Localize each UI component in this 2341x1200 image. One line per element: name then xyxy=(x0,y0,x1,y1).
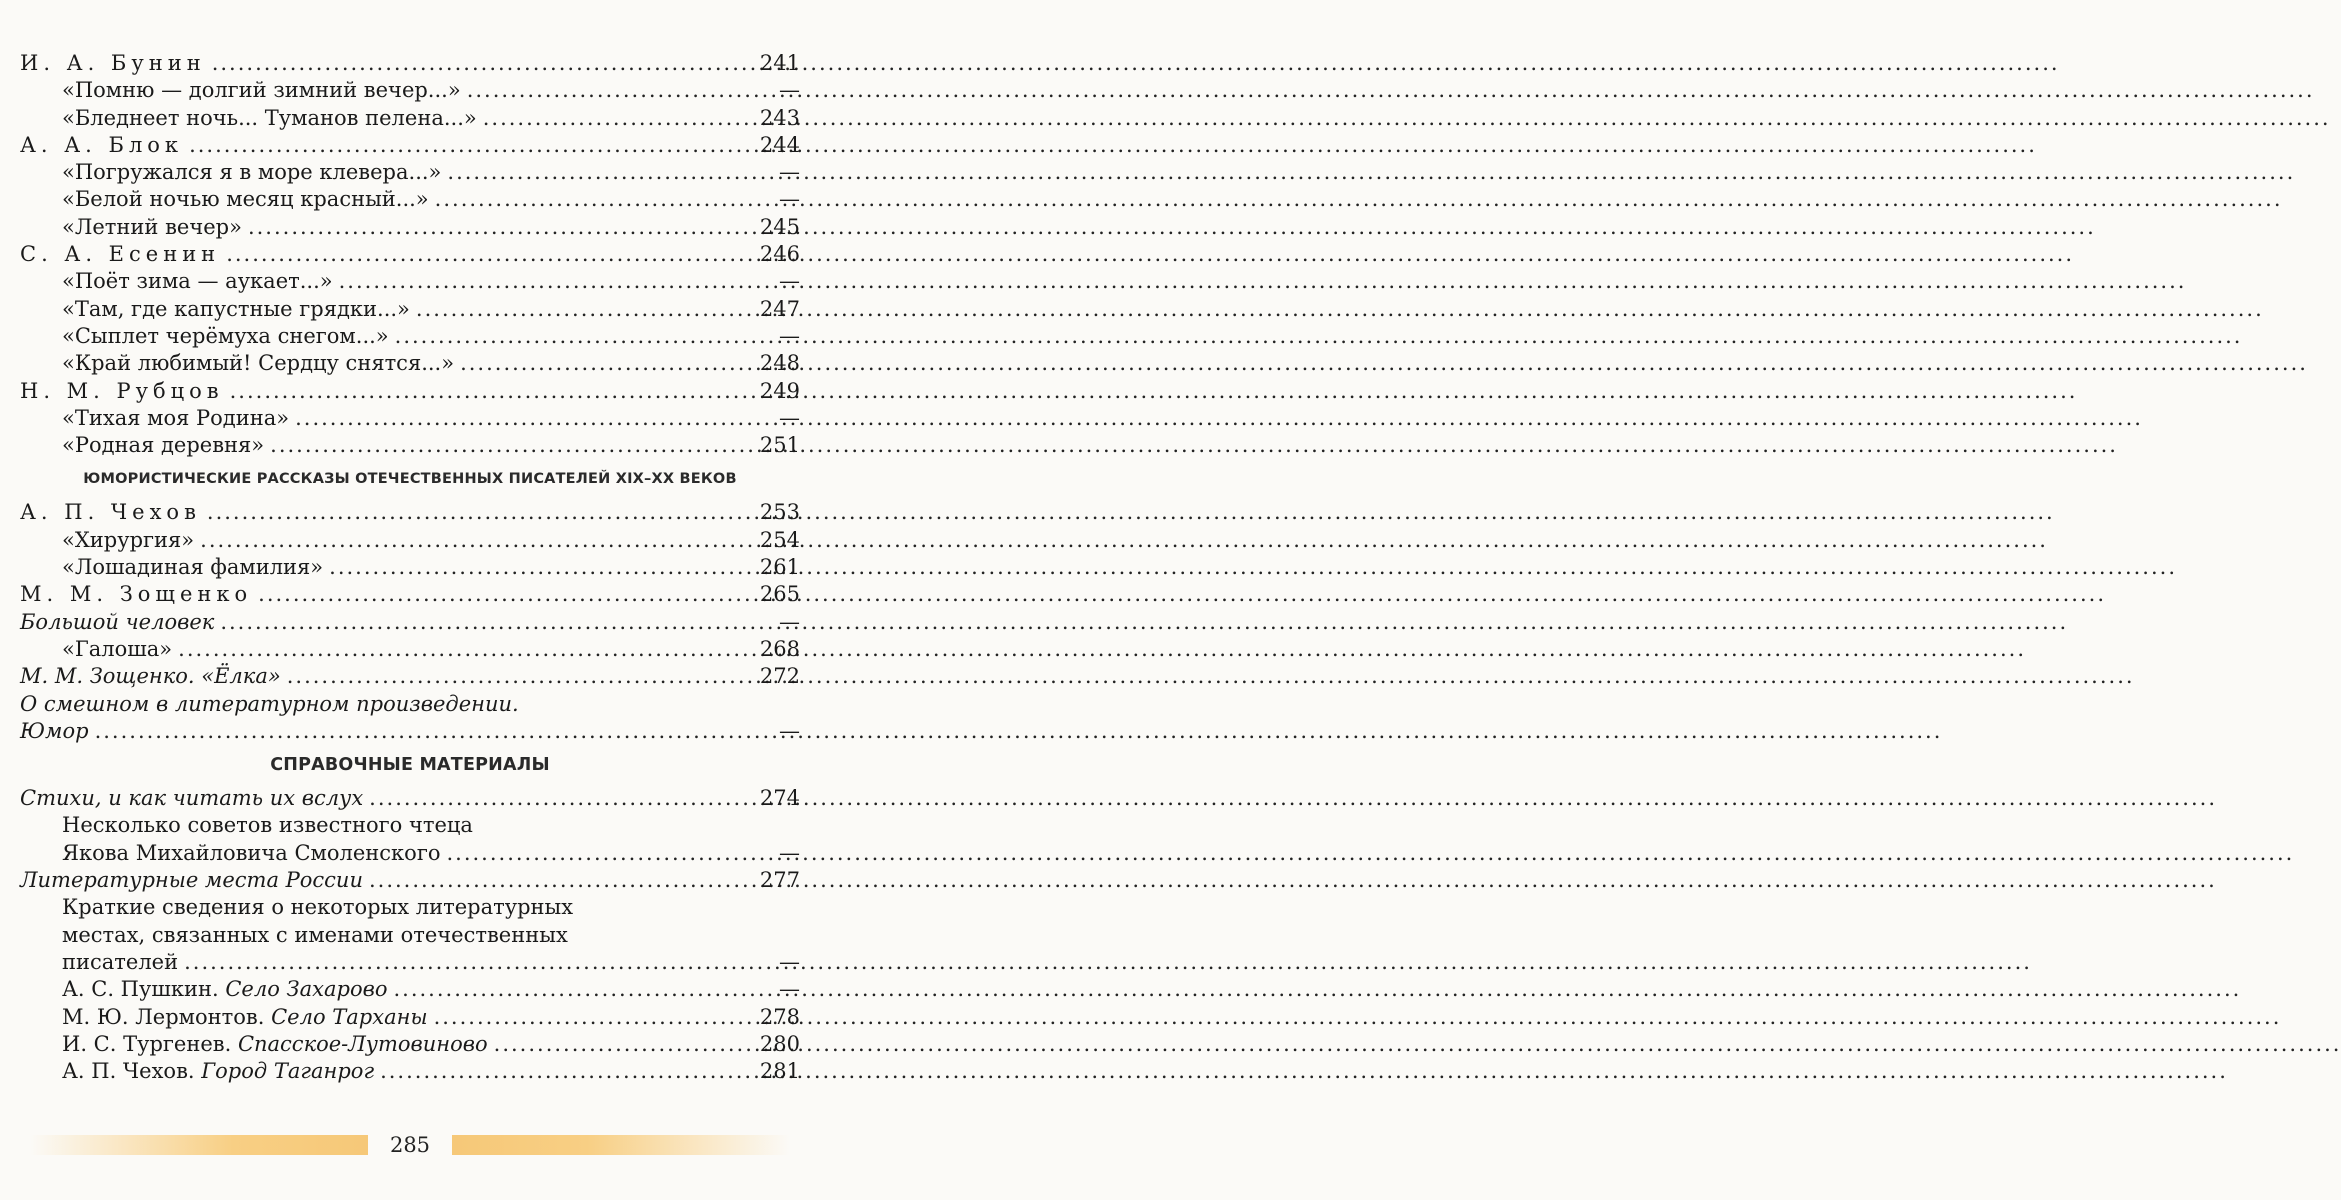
toc-entry[interactable] xyxy=(20,718,800,745)
toc-entry[interactable] xyxy=(20,1058,800,1085)
toc-entry-title xyxy=(62,1058,374,1085)
toc-entry-page: — xyxy=(779,269,800,294)
section-heading-row xyxy=(20,459,800,499)
toc-entry-page: 248 xyxy=(759,351,800,376)
toc-entry[interactable] xyxy=(20,350,800,377)
toc-entry[interactable] xyxy=(20,214,800,241)
dot-leader xyxy=(248,214,750,241)
dot-leader xyxy=(184,949,750,976)
toc-entry-page: 245 xyxy=(759,214,800,239)
toc-entry-page: 247 xyxy=(759,296,800,321)
toc-entry-title: Большой человек xyxy=(20,609,215,634)
toc-entry-title: «Лошадиная фамилия» xyxy=(62,555,324,580)
toc-entry-title: С. А. Есенин xyxy=(20,242,221,267)
toc-entry[interactable] xyxy=(20,378,800,405)
toc-entry-page: — xyxy=(779,977,800,1002)
dot-leader xyxy=(329,554,750,581)
toc-entry[interactable] xyxy=(20,1031,800,1058)
toc-entry-place: Село Тарханы xyxy=(271,1004,428,1029)
toc-entry[interactable] xyxy=(20,241,800,268)
toc-entry-place: Город Таганрог xyxy=(201,1059,375,1084)
dot-leader xyxy=(226,241,750,268)
toc-entry-author: А. П. Чехов. xyxy=(62,1059,195,1084)
toc-entry[interactable] xyxy=(20,1004,800,1031)
toc-entry-title: М. М. Зощенко xyxy=(20,582,253,607)
toc-entry-page: 278 xyxy=(759,1004,800,1029)
toc-entry[interactable] xyxy=(20,867,800,894)
toc-entry-page: — xyxy=(779,405,800,430)
toc-entry-page: 251 xyxy=(759,433,800,458)
dot-leader xyxy=(380,1058,750,1085)
toc-entry-page: 272 xyxy=(759,664,800,689)
toc-entry-title: Якова Михайловича Смоленского xyxy=(62,840,441,865)
toc-entry-title xyxy=(62,976,387,1003)
toc-entry-title: «Поёт зима — аукает...» xyxy=(62,269,333,294)
page-footer xyxy=(0,1128,900,1162)
toc-entry[interactable] xyxy=(20,609,800,636)
toc-entry-page: 241 xyxy=(759,51,800,75)
toc-entry-title: А. П. Чехов xyxy=(20,500,201,525)
dot-leader xyxy=(447,159,750,186)
dot-leader xyxy=(460,350,750,377)
dot-leader xyxy=(220,609,750,636)
toc-entry-title: «Белой ночью месяц красный...» xyxy=(62,187,429,212)
toc-entry-author: А. С. Пушкин. xyxy=(62,977,219,1002)
toc-entry[interactable] xyxy=(20,499,800,526)
toc-entry[interactable] xyxy=(20,922,800,949)
toc-entry[interactable] xyxy=(20,432,800,459)
toc-entry-title: «Родная деревня» xyxy=(62,433,265,458)
toc-entry-title: «Погружался я в море клевера...» xyxy=(62,160,442,185)
toc-entry-title: писателей xyxy=(62,949,179,974)
toc-entry[interactable] xyxy=(20,785,800,812)
toc-entry-title: «Тихая моя Родина» xyxy=(62,405,290,430)
toc-entry[interactable] xyxy=(20,949,800,976)
toc-entry-title: Юмор xyxy=(20,718,89,743)
dot-leader xyxy=(434,1004,750,1031)
toc-entry-page: 274 xyxy=(759,786,800,811)
toc-entry[interactable] xyxy=(20,50,800,77)
toc-entry[interactable] xyxy=(20,812,800,839)
footer-band-right xyxy=(452,1135,790,1155)
toc-entry-page: 254 xyxy=(759,527,800,552)
section-heading-row xyxy=(20,745,800,785)
toc-entry-page: — xyxy=(779,78,800,103)
toc-entry-page: — xyxy=(779,840,800,865)
toc-entry-title: «Край любимый! Сердцу снятся...» xyxy=(62,351,455,376)
toc-entry-page: — xyxy=(779,949,800,974)
toc-entry[interactable] xyxy=(20,636,800,663)
toc-entry[interactable] xyxy=(20,105,800,132)
section-heading: СПРАВОЧНЫЕ МАТЕРИАЛЫ xyxy=(270,755,550,776)
toc-entry[interactable] xyxy=(20,663,800,690)
toc-entry-title: Стихи, и как читать их вслух xyxy=(20,786,364,811)
toc-entry-page: 277 xyxy=(759,868,800,893)
toc-entry-page: 261 xyxy=(759,555,800,580)
dot-leader xyxy=(467,77,750,104)
dot-leader xyxy=(339,268,750,295)
toc-entry[interactable] xyxy=(20,527,800,554)
dot-leader xyxy=(416,296,750,323)
toc-entry[interactable] xyxy=(20,691,800,718)
toc-entry-title: «Галоша» xyxy=(62,636,173,661)
toc-entry-title: «Сыплет черёмуха снегом...» xyxy=(62,323,389,348)
toc-entry-page: — xyxy=(779,187,800,212)
dot-leader xyxy=(178,636,750,663)
dot-leader xyxy=(230,378,750,405)
toc-entry-page: 281 xyxy=(759,1059,800,1084)
toc-entry[interactable] xyxy=(20,894,800,921)
toc-entry-page: 265 xyxy=(759,582,800,607)
toc-entry-title: «Там, где капустные грядки...» xyxy=(62,296,410,321)
dot-leader xyxy=(270,432,750,459)
toc-entry-page: 268 xyxy=(759,636,800,661)
toc-entry[interactable] xyxy=(20,405,800,432)
toc-entry-page: — xyxy=(779,323,800,348)
dot-leader xyxy=(200,527,750,554)
toc-entry-title: И. А. Бунин xyxy=(20,51,206,75)
toc-entry-title: А. А. Блок xyxy=(20,132,184,157)
toc-entry-page: 249 xyxy=(759,378,800,403)
toc-entry[interactable] xyxy=(20,77,800,104)
toc-entry-page: — xyxy=(779,718,800,743)
toc-entry-page: 244 xyxy=(759,132,800,157)
dot-leader xyxy=(212,50,750,77)
dot-leader xyxy=(494,1031,750,1058)
toc-entry[interactable] xyxy=(20,581,800,608)
toc-entry-title: Краткие сведения о некоторых литературных xyxy=(62,895,574,920)
toc-entry[interactable] xyxy=(20,976,800,1003)
dot-leader xyxy=(207,499,750,526)
toc-entry-page: 253 xyxy=(759,500,800,525)
dot-leader xyxy=(393,976,750,1003)
toc-entry-page: 246 xyxy=(759,242,800,267)
dot-leader xyxy=(369,785,750,812)
toc-entry-title: Несколько советов известного чтеца xyxy=(62,813,473,838)
toc-entry[interactable] xyxy=(20,132,800,159)
toc-entry-title: Н. М. Рубцов xyxy=(20,378,224,403)
toc-entry[interactable] xyxy=(20,840,800,867)
toc-entry-title: местах, связанных с именами отечественных xyxy=(62,922,568,947)
toc-entry-title: Литературные места России xyxy=(20,868,363,893)
toc-entry-title xyxy=(62,1004,428,1031)
dot-leader xyxy=(95,718,750,745)
toc-entry[interactable] xyxy=(20,323,800,350)
toc-entry-author: М. Ю. Лермонтов. xyxy=(62,1004,265,1029)
toc-entry-title: «Хирургия» xyxy=(62,527,195,552)
toc-entry-title: «Летний вечер» xyxy=(62,214,242,239)
toc-entry-title: «Бледнеет ночь... Туманов пелена...» xyxy=(62,105,477,130)
dot-leader xyxy=(369,867,750,894)
toc-entry[interactable] xyxy=(20,186,800,213)
toc-entry-page: 243 xyxy=(759,105,800,130)
table-of-contents xyxy=(20,50,800,1085)
dot-leader xyxy=(295,405,750,432)
dot-leader xyxy=(287,663,750,690)
dot-leader xyxy=(395,323,750,350)
dot-leader xyxy=(258,581,750,608)
section-heading: ЮМОРИСТИЧЕСКИЕ РАССКАЗЫ ОТЕЧЕСТВЕННЫХ ПИСАТЕЛЕЙ XIX–XX ВЕКОВ xyxy=(83,471,737,488)
toc-entry[interactable] xyxy=(20,554,800,581)
toc-entry-title xyxy=(62,1031,488,1058)
toc-entry-title: М. М. Зощенко. «Ёлка» xyxy=(20,664,281,689)
toc-entry-page: 280 xyxy=(759,1031,800,1056)
dot-leader xyxy=(435,186,750,213)
toc-entry-page: — xyxy=(779,609,800,634)
dot-leader xyxy=(446,840,750,867)
toc-entry-title: О смешном в литературном произведении. xyxy=(20,691,519,716)
dot-leader xyxy=(483,105,750,132)
toc-entry-page: — xyxy=(779,160,800,185)
toc-entry[interactable] xyxy=(20,159,800,186)
toc-entry-title: «Помню — долгий зимний вечер...» xyxy=(62,78,461,103)
toc-entry-author: И. С. Тургенев. xyxy=(62,1031,232,1056)
dot-leader xyxy=(189,132,750,159)
toc-entry[interactable] xyxy=(20,296,800,323)
toc-entry-place: Село Захарово xyxy=(225,977,388,1002)
page-number: 285 xyxy=(389,1133,431,1157)
footer-band-left xyxy=(30,1135,368,1155)
toc-entry-place: Спасское-Лутовиново xyxy=(237,1031,488,1056)
toc-entry[interactable] xyxy=(20,268,800,295)
